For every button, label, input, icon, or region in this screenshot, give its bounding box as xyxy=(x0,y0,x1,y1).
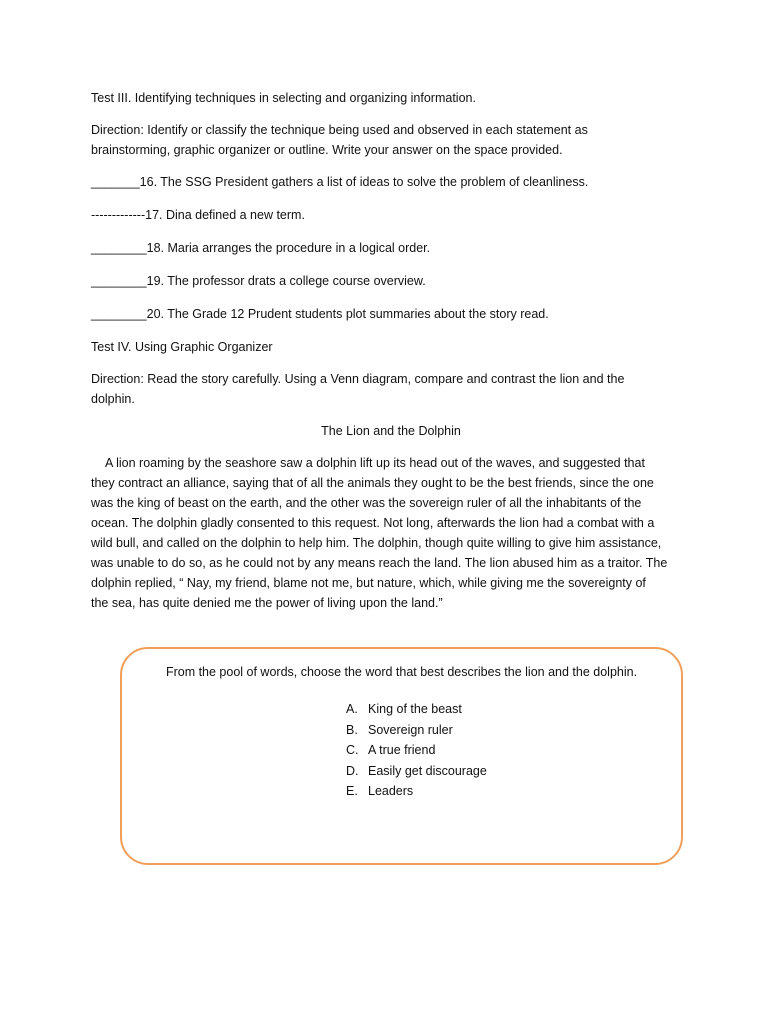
story-line: the sea, has quite denied me the power of living upon the land.” xyxy=(91,596,443,610)
question-16: _______16. The SSG President gathers a list of ideas to solve the problem of cleanliness. xyxy=(91,175,589,189)
test3-heading: Test III. Identifying techniques in selecting and organizing information. xyxy=(91,91,476,105)
pool-option-e xyxy=(346,781,487,802)
test3-direction-line: Direction: Identify or classify the technique being used and observed in each statement as xyxy=(91,123,588,137)
story-line: they contract an alliance, saying that of all the animals they ought to be the best friends, since the one xyxy=(91,476,654,490)
option-letter: C. xyxy=(346,743,359,757)
option-letter: E. xyxy=(346,784,358,798)
test3-direction xyxy=(91,120,691,160)
story-line: was unable to do so, as he could not by any means reach the land. The lion abused him as a traitor. The xyxy=(91,556,668,570)
story-paragraph xyxy=(91,453,691,613)
option-text: Sovereign ruler xyxy=(368,722,453,737)
option-text: Leaders xyxy=(368,784,414,798)
pool-instruction: From the pool of words, choose the word that best describes the lion and the dolphin. xyxy=(165,665,638,679)
test4-direction-line: dolphin. xyxy=(91,392,135,406)
test4-direction xyxy=(91,369,691,409)
story-line: wild bull, and called on the dolphin to help him. The dolphin, though quite willing to give him assistance, xyxy=(91,536,662,550)
question-19: ________19. The professor drats a college course overview. xyxy=(91,274,426,288)
test4-direction-line: Direction: Read the story carefully. Using a Venn diagram, compare and contrast the lion and the xyxy=(91,372,625,386)
word-pool-box xyxy=(120,647,683,865)
question-17: -------------17. Dina defined a new term. xyxy=(91,208,305,222)
story-line: was the king of beast on the earth, and the other was the sovereign ruler of all the inhabitants of the xyxy=(91,496,642,510)
option-letter: D. xyxy=(346,763,359,778)
test4-heading: Test IV. Using Graphic Organizer xyxy=(91,340,273,354)
worksheet-page xyxy=(91,88,691,613)
pool-option-a xyxy=(346,699,487,720)
option-text: A true friend xyxy=(368,743,436,757)
story-line: ocean. The dolphin gladly consented to this request. Not long, afterwards the lion had a combat with a xyxy=(91,516,655,530)
question-18: ________18. Maria arranges the procedure in a logical order. xyxy=(91,241,431,255)
pool-option-d xyxy=(346,761,487,782)
option-letter: B. xyxy=(346,722,358,737)
pool-option-c xyxy=(346,740,487,761)
test3-direction-line: brainstorming, graphic organizer or outline. Write your answer on the space provided. xyxy=(91,143,563,157)
pool-option-b xyxy=(346,720,487,741)
option-text: King of the beast xyxy=(368,702,462,716)
story-line: A lion roaming by the seashore saw a dolphin lift up its head out of the waves, and suggested that xyxy=(105,456,645,470)
option-text: Easily get discourage xyxy=(368,763,487,778)
story-title: The Lion and the Dolphin xyxy=(321,424,461,438)
question-20: ________20. The Grade 12 Prudent students plot summaries about the story read. xyxy=(91,307,549,321)
option-letter: A. xyxy=(346,702,358,716)
story-line: dolphin replied, “ Nay, my friend, blame not me, but nature, which, while giving me the sovereignty of xyxy=(91,576,646,590)
word-pool-list xyxy=(346,699,487,802)
